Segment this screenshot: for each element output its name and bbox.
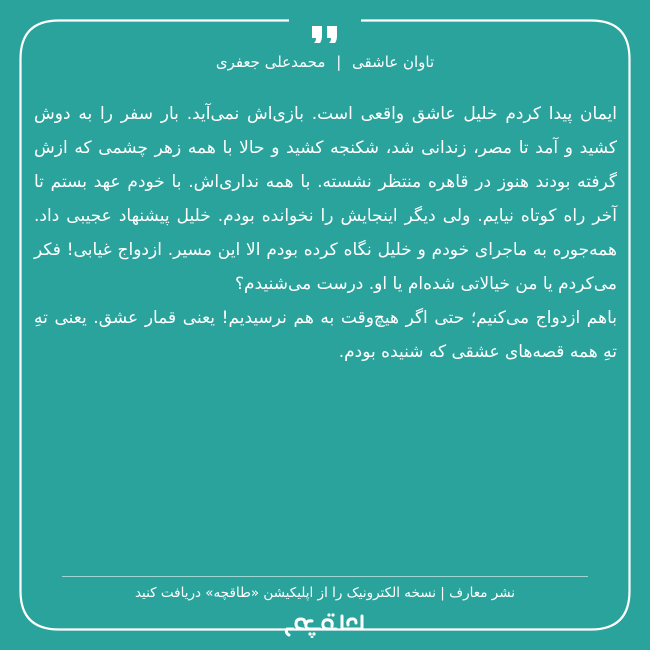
footer-credit: نشر معارف | نسخه الکترونیک را از اپلیکیشن «طاقچه» دریافت کنید [134, 585, 516, 601]
quote-mark-icon [303, 9, 347, 43]
quote-paragraph-1: ایمان پیدا کردم خلیل عاشق واقعی است. بازی‌اش نمی‌آید. بار سفر را به دوش کشید و آمد تا مصر، زندانی شد، شکنجه کشید و حالا با همه زهر چشمی که ازش گرفته بودند هنوز در قاهره منتظر نشسته. با همه نداری‌اش. با خودم عهد بستم تا آخر راه کوتاه نیایم. ولی دیگر اینجایش را نخوانده بودم. خلیل پیشنهاد عجیبی داد. همه‌جوره به ماجرای خودم و خلیل نگاه کرده بودم الا این مسیر. ازدواج غیابی! فکر می‌کردم یا من خیالاتی شده‌ام یا او. درست می‌شنیدم؟ [34, 104, 617, 294]
footer-divider [62, 576, 588, 577]
book-author: محمدعلی جعفری [215, 53, 326, 71]
book-title: تاوان عاشقی [352, 53, 435, 71]
quote-paragraph-2: باهم ازدواج می‌کنیم؛ حتی اگر هیچ‌وقت به هم نرسیدیم! یعنی قمار عشق. یعنی تهِ تهِ همه قصه‌های عشقی که شنیده بودم. [34, 308, 617, 362]
taaghche-logo-mark [284, 612, 366, 638]
header-separator: | [336, 53, 342, 71]
book-header [60, 51, 590, 73]
taaghche-logo [270, 610, 380, 640]
quote-glyph [310, 24, 340, 43]
quote-body [34, 97, 617, 369]
